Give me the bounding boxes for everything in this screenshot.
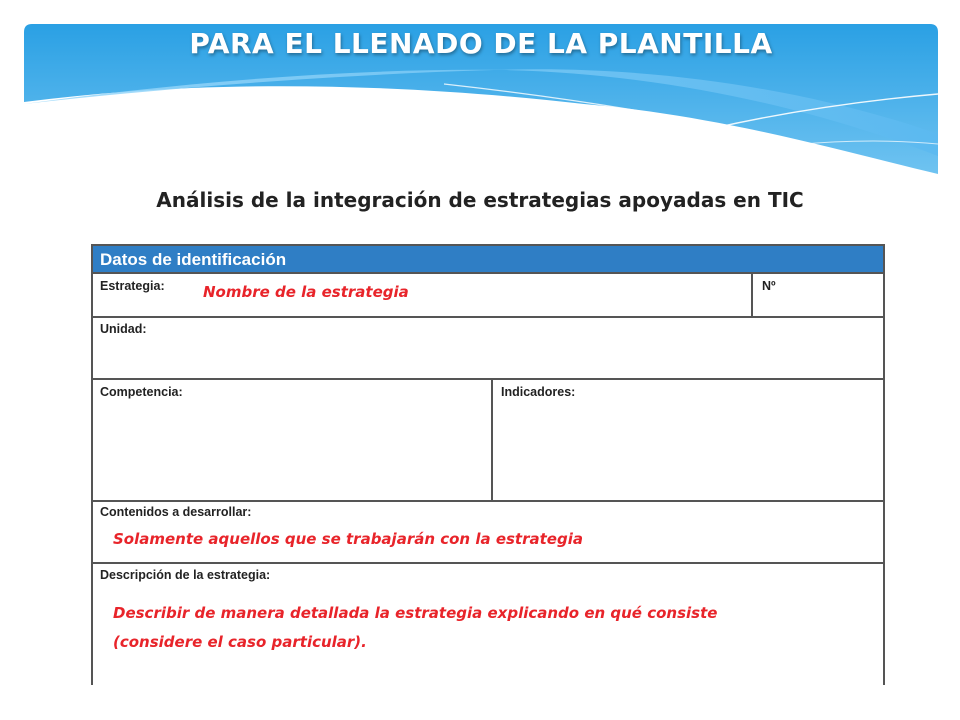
estrategia-note: Nombre de la estrategia [203,283,409,301]
competencia-label: Competencia: [100,385,183,399]
descripcion-note-line1: Describir de manera detallada la estrategia explicando en qué consiste [113,604,718,622]
unidad-row [93,316,883,378]
descripcion-label: Descripción de la estrategia: [100,568,271,582]
form-header: Datos de identificación [93,246,883,274]
contenidos-label: Contenidos a desarrollar: [100,505,252,519]
unidad-label: Unidad: [100,322,147,336]
document-title: Análisis de la integración de estrategias apoyadas en TIC [156,188,804,212]
indicadores-label: Indicadores: [501,385,576,399]
competencia-row [93,378,883,500]
slide-title: PARA EL LLENADO DE LA PLANTILLA [189,27,773,60]
estrategia-label: Estrategia: [100,279,165,293]
contenidos-note: Solamente aquellos que se trabajarán con la estrategia [113,530,583,548]
descripcion-note-line2: (considere el caso particular). [113,633,367,651]
competencia-divider [491,380,493,500]
numero-label: Nº [762,279,776,293]
estrategia-divider [751,274,753,316]
